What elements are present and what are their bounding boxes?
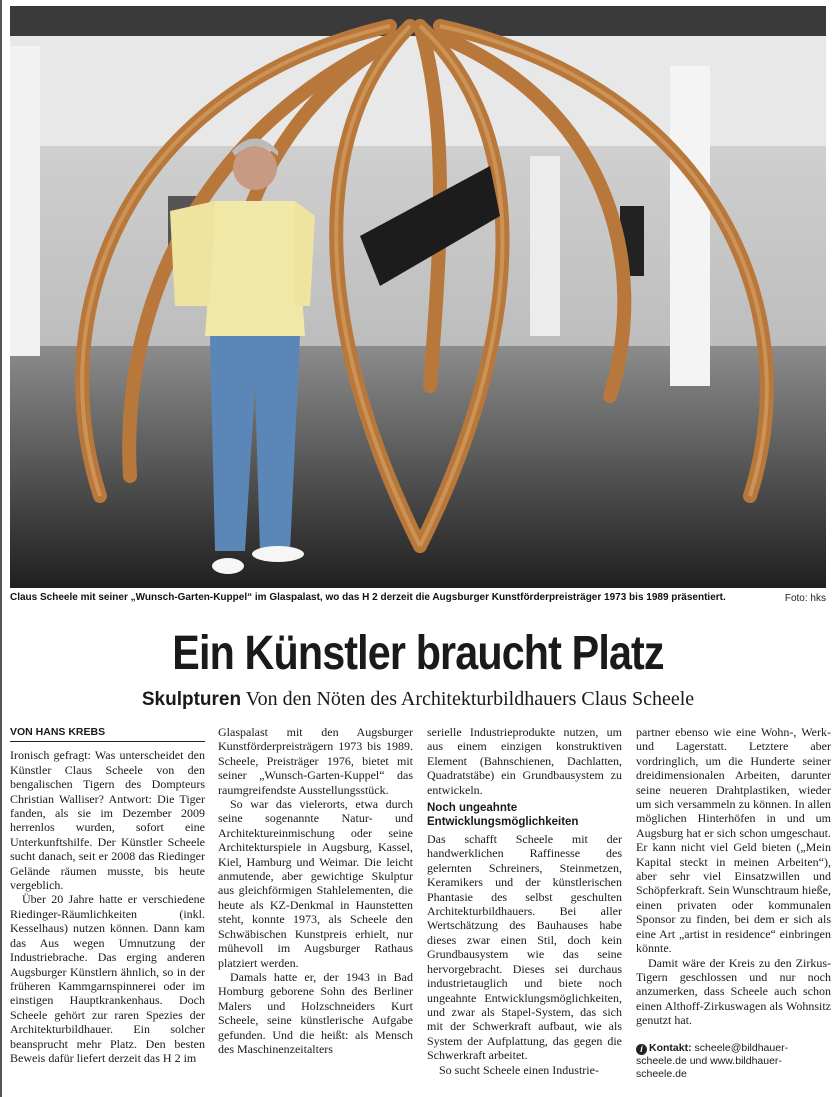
photo-credit: Foto: hks — [784, 593, 826, 604]
paragraph: Damit wäre der Kreis zu den Zirkus-Tigern geschlossen und nur noch anzumerken, dass Scheele auch schon einen Althoff-Zirkuswagen als Wohnsitz genutzt hat. — [636, 955, 831, 1028]
photo-caption: Claus Scheele mit seiner „Wunsch-Garten-Kuppel“ im Glaspalast, wo das H 2 derzeit die Augsburger Kunstförderpreisträger 1973 bis 1989 präsentiert. — [10, 592, 726, 603]
info-icon: i — [636, 1044, 647, 1055]
byline: VON HANS KREBS — [10, 725, 205, 742]
article-subline — [0, 688, 836, 711]
article-column-3 — [427, 725, 622, 1077]
page-edge-rule — [0, 0, 2, 1097]
contact-label: Kontakt: — [649, 1041, 692, 1054]
subheading: Noch ungeahnte Entwicklungsmöglichkeiten — [427, 802, 579, 829]
article-column-2 — [218, 725, 413, 1056]
article-column-1 — [10, 725, 205, 1065]
paragraph: Über 20 Jahre hatte er verschiedene Riedinger-Räumlichkeiten (inkl. Kesselhaus) nutzen können. Dann kam das Aus wegen Umnutzung der Industriebrache. Das erging anderen Augsburger Künstlern ähnlich, so in der früheren Kammgarnspinnerei oder im einstigen Hauptkrankenhaus. Doch Scheele gehört zur raren Spezies der Architekturbildhauer. Ein solcher beansprucht mehr Platz. Den besten Beweis dafür liefert derzeit das H 2 im — [10, 892, 205, 1065]
subline-keyword: Skulpturen — [141, 689, 242, 710]
paragraph: Ironisch gefragt: Was unterscheidet den Künstler Claus Scheele von den bengalischen Tigern des Dompteurs Christian Walliser? Antwort: Die Tiger fanden, als sie im Dezember 2009 herrenlos wurden, sofort eine Unterkunftshilfe. Der Künstler Scheele sucht danach, seit er 2008 das Riedinger Gelände räumen musste, bis heute vergeblich. — [10, 748, 205, 893]
subline-text: Von den Nöten des Architekturbildhauers Claus Scheele — [245, 688, 695, 710]
sculpture-photo-illustration — [10, 6, 826, 588]
article-headline: Ein Künstler braucht Platz — [172, 627, 664, 680]
paragraph: Damals hatte er, der 1943 in Bad Homburg geborene Sohn des Berliner Malers und Holzschneiders Kurt Scheele, seine künstlerische Aufgabe gefunden. Und die heißt: als Mensch des Maschinenzeitalters — [218, 969, 413, 1056]
paragraph: Glaspalast mit den Augsburger Kunstförderpreisträgern 1973 bis 1989. Scheele, Preisträger 1976, bietet mit seiner „Wunsch-Garten-Kuppel“ das raumgreifendste Ausstellungsstück. — [218, 725, 413, 797]
paragraph: So war das vielerorts, etwa durch seine sogenannte Natur- und Architektureinmischung oder seine Architekturspiele in Augsburg, Kassel, Kiel, Hamburg und Weimar. Die leicht anmutende, aber gewichtige Skulptur aus gleichförmigen Stahlelementen, die heute als KZ-Denkmal in Haunstetten steht, konnte 1973, als Scheele den Schwäbischen Kunstpreis erhielt, nur mühevoll im Augsburger Rathaus platziert werden. — [218, 797, 413, 970]
paragraph: partner ebenso wie eine Wohn-, Werk- und Lagerstatt. Letztere aber vordringlich, um die Hunderte seiner dreidimensionalen Arbeiten, darunter seine neueren Drahtplastiken, wieder um sich versammeln zu können. In allen möglichen Hinterhöfen in und um Augsburg hat er sich schon umgeschaut. Er kann nicht viel Geld bieten („Mein Kapital steckt in meinen Arbeiten“), aber sehr viel Einsatzwillen und Schöpferkraft. Sein Wunschtraum hieße, einen privaten oder kommunalen Sponsor zu finden, bei dem er sich als eine Art „artist in residence“ einbringen könnte. — [636, 725, 831, 956]
contact-info — [636, 1042, 831, 1081]
article-column-4 — [636, 725, 831, 1081]
paragraph: So sucht Scheele einen Industrie- — [439, 1062, 599, 1077]
paragraph: serielle Industrieprodukte nutzen, um aus einem einzigen konstruktiven Element (Bahnschienen, Dachlatten, Quadratstäbe) ein Grundbausystem zu entwickeln. — [427, 725, 622, 797]
paragraph: Das schafft Scheele mit der handwerklichen Raffinesse des gelernten Schreiners, Steinmetzen, Keramikers und der künstlerischen Phantasie des selbst geschulten Architekturbildhauers. Bei aller Wertschätzung des Bauhauses habe dieses zwar einen Stil, doch kein Grundbausystem wie das seine hervorgebracht. Dieses sei durchaus industrietauglich und biete noch ungeahnte Entwicklungsmöglichkeiten, und zwar als Stapel-System, das sich mit der Schwerkraft aufbaut, wie als System der Aufplattung, das gegen die Schwerkraft arbeitet. — [427, 832, 622, 1063]
contact-text: scheele@bildhauer-scheele.de und www.bildhauer-scheele.de — [636, 1041, 789, 1080]
article-photo — [10, 6, 826, 588]
